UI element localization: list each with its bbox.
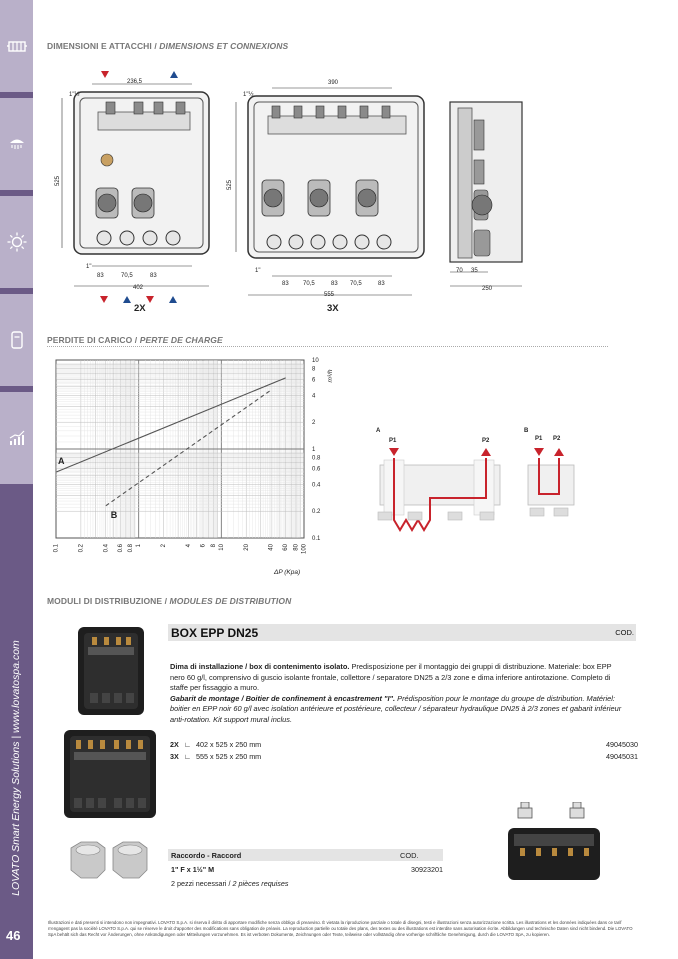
accessory-note: 2 pezzi necessari / 2 pièces requises: [171, 879, 289, 888]
fitting-install-image: [506, 802, 602, 882]
flow-b-label: B: [524, 428, 529, 434]
variant-code-3x: 49045031: [606, 752, 638, 761]
chart-x-tick-label: 20: [243, 544, 250, 551]
shower-icon: [7, 134, 27, 154]
chart-x-tick-label: 0.4: [103, 544, 110, 553]
accessory-name: Raccordo - Raccord: [171, 850, 242, 860]
dimension-icon: ∟: [184, 752, 192, 761]
dim-3x-pitch-4: 70,5: [350, 281, 362, 287]
label-2x: 2X: [134, 303, 146, 314]
chart-x-tick-label: 100: [301, 544, 308, 555]
chart-x-tick-label: 40: [268, 544, 275, 551]
chart-x-tick-label: 1: [136, 544, 143, 548]
dim-3x-height: 525: [227, 179, 234, 191]
chart-x-tick-label: 0.8: [128, 544, 135, 553]
pressure-loss-chart: [40, 352, 360, 582]
chart-y-tick-label: 0.4: [312, 482, 321, 489]
variant-row-2x: 2X ∟ 402 x 525 x 250 mm: [170, 740, 262, 749]
pressure-section-title: PERDITE DI CARICO / PERTE DE CHARGE: [47, 335, 223, 345]
chart-x-tick-label: 0.2: [78, 544, 85, 553]
chart-x-axis-label: ΔP (Kpa): [274, 569, 301, 576]
product-description: Dima di installazione / box di contenimento isolato. Predisposizione per il montaggio dei gruppi di distribuzione. Materiale: box EPP nero 60 g/l, comprensivo di guscio isolante frontale, collettore / separatore DN25 a 2/3 zone e dima inferiore antirotazione. Completo di staffe per fissaggio a muro. Gabarit de montage / Boitier de confinement à encastrement "I". Prédisposition pour le montage du groupe de distribution. Matériel: boitier en EPP noir 60 g/l avec isolation antérieure et postérieure, collecteur / séparateur hydraulique DN25 à 2/3 zones et gabarit inférieur anti-rotation. Kit support mural inclus.: [170, 662, 622, 724]
chart-series-label: B: [110, 509, 118, 520]
drawing-side-view: [448, 100, 528, 290]
dim-2x-pitch-1: 83: [97, 273, 104, 279]
chart-y-tick-label: 6: [312, 377, 316, 384]
variant-code-2x: 49045030: [606, 740, 638, 749]
dim-3x-width-top: 390: [328, 80, 339, 86]
dim-2x-pitch-3: 83: [150, 273, 157, 279]
dim-3x-pitch-2: 70,5: [303, 281, 315, 287]
flow-a-label: A: [376, 428, 381, 434]
dim-2x-total: 402: [133, 285, 144, 291]
chart-x-tick-label: 10: [218, 544, 225, 551]
chart-x-tick-label: 4: [186, 544, 193, 548]
flow-a-p1: P1: [389, 438, 397, 444]
dim-side-depth: 250: [482, 286, 493, 292]
brand-text: LOVATO Smart Energy Solutions | www.lovatospa.com: [10, 639, 22, 896]
dim-3x-thread: 1"½: [243, 92, 254, 98]
fitting-image: [65, 838, 153, 883]
chart-x-tick-label: 80: [293, 544, 300, 551]
chart-series-label: A: [58, 456, 65, 467]
dim-2x-pitch-2: 70,5: [121, 273, 133, 279]
chart-x-tick-label: 2: [161, 544, 168, 548]
accessory-size: 1" F x 1½" M: [171, 865, 215, 874]
label-3x: 3X: [327, 303, 339, 314]
chart-y-tick-label: 1: [312, 447, 316, 453]
sun-icon: [7, 232, 27, 252]
chart-y-tick-label: 0.8: [312, 455, 321, 462]
dim-side-2: 35: [471, 268, 478, 274]
chart-x-tick-label: 6: [200, 544, 207, 548]
variant-row-3x: 3X ∟ 555 x 525 x 250 mm: [170, 752, 262, 761]
dim-2x-conn: 1": [86, 264, 92, 270]
product-name: BOX EPP DN25: [171, 625, 259, 640]
dim-2x-thread: 1"½: [69, 92, 80, 98]
chart-y-tick-label: 2: [312, 420, 316, 427]
accessory-code: 30923201: [411, 865, 443, 874]
chart-y-tick-label: 10: [312, 358, 319, 364]
dim-3x-conn: 1": [255, 268, 261, 274]
radiator-icon: [7, 36, 27, 56]
pressure-divider: [47, 346, 608, 347]
chart-y-tick-label: 0.6: [312, 466, 321, 473]
flow-b-p2: P2: [553, 436, 561, 442]
dim-side-1: 70: [456, 268, 463, 274]
sidebar-tab-charts[interactable]: [0, 392, 33, 484]
drawing-2x: [52, 68, 212, 318]
flow-b-p1: P1: [535, 436, 543, 442]
dim-2x-height: 525: [55, 175, 62, 187]
chart-x-tick-label: 0.1: [53, 544, 60, 553]
drawing-3x: [232, 80, 427, 305]
sidebar-tab-boiler[interactable]: [0, 294, 33, 386]
chart-x-tick-label: 60: [283, 544, 290, 551]
page-number: 46: [6, 928, 21, 943]
dimensions-section-title: DIMENSIONI E ATTACCHI / DIMENSIONS ET CONNEXIONS: [47, 41, 289, 51]
chart-y-axis-label: m³/h: [327, 369, 334, 383]
chart-y-tick-label: 0.2: [312, 509, 321, 516]
chart-icon: [7, 428, 27, 448]
flow-diagram-b: [520, 420, 580, 530]
sidebar-tab-radiator[interactable]: [0, 0, 33, 92]
dimension-icon: ∟: [184, 740, 192, 749]
sidebar-tab-solar[interactable]: [0, 196, 33, 288]
flow-a-p2: P2: [482, 438, 490, 444]
sidebar: [0, 0, 33, 959]
product-image-2x: [76, 625, 146, 717]
chart-x-tick-label: 8: [210, 544, 217, 548]
product-cod-label: COD.: [615, 628, 634, 637]
accessory-header: [168, 849, 443, 861]
dim-3x-pitch-5: 83: [378, 281, 385, 287]
dim-3x-pitch-3: 83: [331, 281, 338, 287]
chart-y-tick-label: 4: [312, 393, 316, 400]
dim-3x-pitch-1: 83: [282, 281, 289, 287]
chart-y-tick-label: 0.1: [312, 536, 321, 542]
accessory-cod-label: COD.: [400, 850, 419, 860]
chart-x-tick-label: 0.6: [117, 544, 124, 553]
modules-section-title: MODULI DI DISTRIBUZIONE / MODULES DE DISTRIBUTION: [47, 596, 292, 606]
sidebar-tab-shower[interactable]: [0, 98, 33, 190]
product-image-3x: [62, 728, 158, 820]
boiler-icon: [7, 330, 27, 350]
footer-disclaimer: Illustrazioni e dati presenti si intendono non impegnativi. LOVATO S.p.A. si riserva il diritto di apportare modifiche senza obbligo di preavviso. È vietata la riproduzione parziale o totale di disegni, testi e illustrazioni senza autorizzazione scritta. Les illustrations et les données indiquées dans ce tarif n'engagent pas la société LOVATO S.p.A. qui se réserve le droit d'apporter des modifications sans obligation de préavis. La reproduction partielle ou totale des plans, des textes ou des illustrations est interdite sans autorisation écrite. Abbildungen und technische Daten sind nicht bindend. Die LOVATO SpA behält sich das Recht vor Änderungen, ohne Ankündigungen oder Mitteilungen vorzunehmen. Es ist verboten Dokumente, Zeichnungen oder Texte, teilweise oder vollständig ohne vorherige schriftliche Genehmigung, durch die LOVATO SpA, zu kopieren.: [48, 920, 633, 937]
product-header: [168, 624, 636, 641]
chart-y-tick-label: 8: [312, 366, 316, 373]
dim-3x-total: 555: [324, 292, 335, 298]
dim-2x-width-top: 236,5: [127, 79, 143, 85]
